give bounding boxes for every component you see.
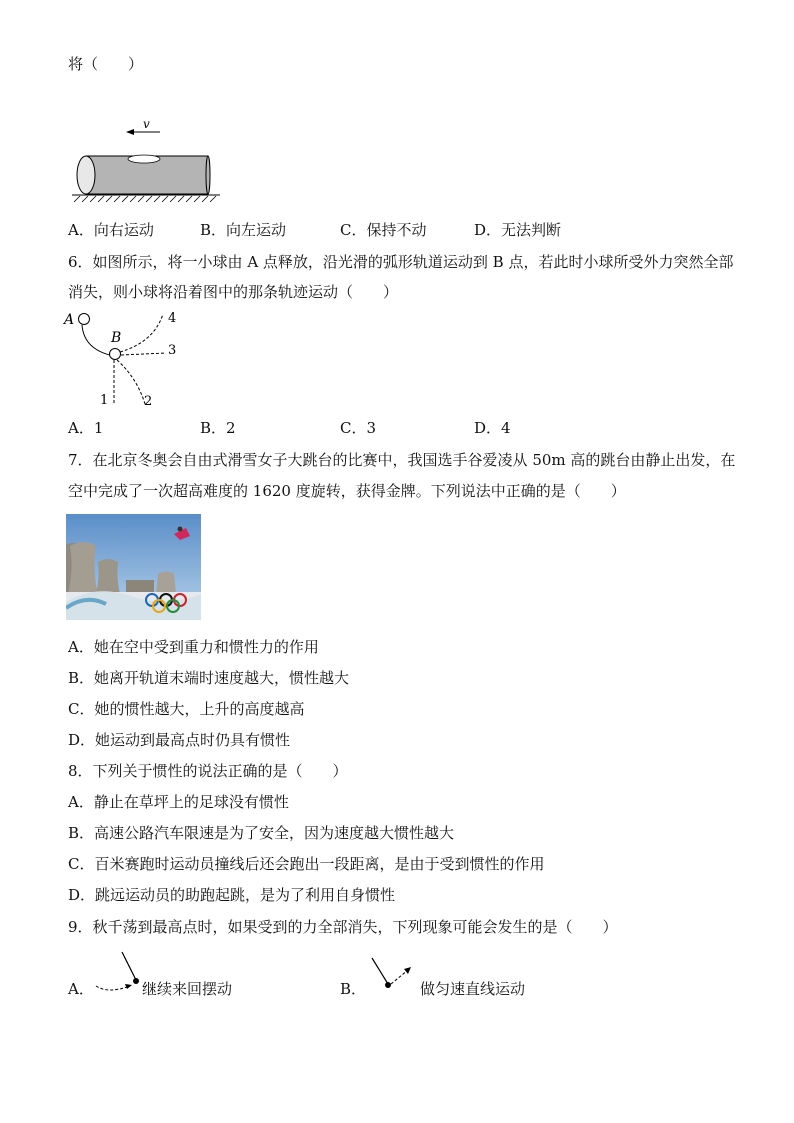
- q5-option-b[interactable]: B．向左运动: [200, 221, 287, 239]
- q7-option-d[interactable]: D．她运动到最高点时仍具有惯性: [68, 731, 291, 749]
- q6-label-4: 4: [168, 311, 177, 326]
- q6-stem-line2: 消失，则小球将沿着图中的那条轨迹运动（ ）: [68, 283, 399, 301]
- q6-label-a: A: [64, 312, 75, 328]
- q5-option-a[interactable]: A．向右运动: [68, 221, 154, 239]
- q6-label-2: 2: [144, 394, 153, 409]
- q7-option-c[interactable]: C．她的惯性越大，上升的高度越高: [68, 700, 305, 718]
- q6-option-a[interactable]: A．1: [68, 419, 104, 437]
- q5-option-d[interactable]: D．无法判断: [474, 221, 562, 239]
- q5-log-figure: [68, 112, 228, 207]
- q9-option-b-text[interactable]: 做匀速直线运动: [420, 980, 526, 998]
- q7-option-b[interactable]: B．她离开轨道末端时速度越大，惯性越大: [68, 669, 350, 687]
- q6-option-c[interactable]: C．3: [340, 419, 377, 437]
- q9-option-a-text[interactable]: 继续来回摆动: [142, 980, 233, 998]
- q6-track-figure: [62, 308, 187, 410]
- q9-option-b-swing-figure: [366, 954, 416, 994]
- q5-option-c[interactable]: C．保持不动: [340, 221, 427, 239]
- q9-option-a-letter[interactable]: A．: [68, 980, 94, 998]
- q7-option-a[interactable]: A．她在空中受到重力和惯性力的作用: [68, 638, 319, 656]
- q6-option-d[interactable]: D．4: [474, 419, 511, 437]
- q6-stem-line1: 6．如图所示，将一小球由 A 点释放，沿光滑的弧形轨道运动到 B 点，若此时小球所受外力突然全部: [68, 253, 734, 271]
- q5-stem-tail: 将（ ）: [68, 55, 144, 73]
- q8-option-d[interactable]: D．跳远运动员的助跑起跳，是为了利用自身惯性: [68, 886, 396, 904]
- q6-label-1: 1: [100, 393, 109, 408]
- q5-velocity-label: v: [143, 117, 150, 131]
- q9-option-b-letter[interactable]: B．: [340, 980, 367, 998]
- q8-option-b[interactable]: B．高速公路汽车限速是为了安全，因为速度越大惯性越大: [68, 824, 455, 842]
- q8-stem: 8．下列关于惯性的说法正确的是（ ）: [68, 762, 348, 780]
- q6-label-b: B: [111, 330, 122, 346]
- q9-option-a-swing-figure: [94, 948, 146, 996]
- q6-label-3: 3: [168, 343, 177, 358]
- q8-option-a[interactable]: A．静止在草坪上的足球没有惯性: [68, 793, 289, 811]
- q9-stem: 9．秋千荡到最高点时，如果受到的力全部消失，下列现象可能会发生的是（ ）: [68, 918, 618, 936]
- q6-option-b[interactable]: B．2: [200, 419, 236, 437]
- q7-stem-line2: 空中完成了一次超高难度的 1620 度旋转，获得金牌。下列说法中正确的是（ ）: [68, 482, 626, 500]
- q8-option-c[interactable]: C．百米赛跑时运动员撞线后还会跑出一段距离，是由于受到惯性的作用: [68, 855, 545, 873]
- q7-stem-line1: 7．在北京冬奥会自由式滑雪女子大跳台的比赛中，我国选手谷爱凌从 50m 高的跳台由静止出发，在: [68, 451, 736, 469]
- q7-photo: [66, 514, 201, 620]
